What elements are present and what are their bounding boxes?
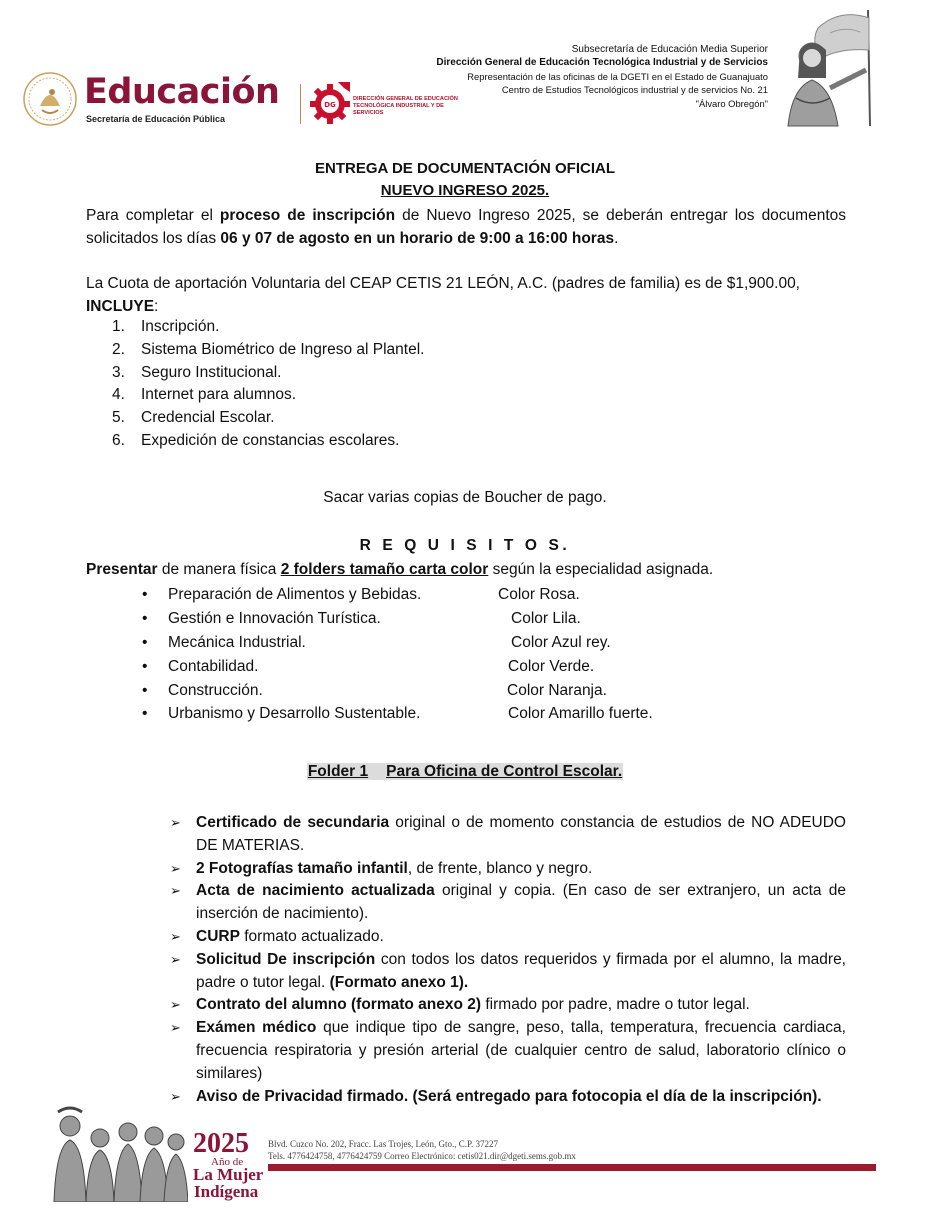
list-item: ➢ Exámen médico que indique tipo de sangre, peso, talla, temperatura, frecuencia cardiaca, frecuencia respiratoria y presión arterial (de cualquier centro de salud, laboratorio clínico o similares): [170, 1017, 846, 1085]
list-item: • Gestión e Innovación Turística. Color Lila.: [142, 609, 581, 627]
requisitos-heading: R E Q U I S I T O S.: [359, 537, 571, 554]
institution-header: [436, 43, 768, 110]
list-item: ➢ 2 Fotografías tamaño infantil, de frente, blanco y negro.: [170, 858, 846, 881]
dgeti-gear-logo: [310, 78, 354, 126]
dgeti-logo-text: DIRECCIÓN GENERAL DE EDUCACIÓN TECNOLÓGICA INDUSTRIAL Y DE SERVICIOS: [353, 96, 458, 116]
header-line-1: Subsecretaría de Educación Media Superior: [571, 44, 768, 55]
document-subtitle: NUEVO INGRESO 2025.: [380, 182, 550, 199]
presentar-line: Presentar de manera física 2 folders tamaño carta color según la especialidad asignada.: [86, 561, 714, 578]
footer-indigena: Indígena: [194, 1182, 259, 1201]
header-line-4: Centro de Estudios Tecnológicos industrial y de servicios No. 21: [501, 84, 768, 96]
list-item: • Urbanismo y Desarrollo Sustentable. Color Amarillo fuerte.: [142, 705, 653, 723]
arrow-bullet-icon: ➢: [170, 860, 181, 876]
footer-year: 2025: [193, 1128, 249, 1159]
header-divider: [300, 84, 301, 124]
list-item: 1. Inscripción.: [112, 318, 220, 335]
footer-bar: [268, 1164, 876, 1171]
brand-title: Educación: [84, 72, 280, 112]
list-item: • Construcción. Color Naranja.: [142, 681, 607, 699]
arrow-bullet-icon: ➢: [170, 928, 181, 944]
arrow-bullet-icon: ➢: [170, 951, 181, 967]
arrow-bullet-icon: ➢: [170, 1088, 181, 1104]
list-item: ➢ Acta de nacimiento actualizada original y copia. (En caso de ser extranjero, un acta de inserción de nacimiento).: [170, 880, 846, 926]
list-item: 3. Seguro Institucional.: [112, 363, 282, 381]
list-item: ➢ Contrato del alumno (formato anexo 2) firmado por padre, madre o tutor legal.: [170, 994, 846, 1017]
folder1-heading: Folder 1 Para Oficina de Control Escolar.: [307, 763, 623, 780]
header-line-2: Dirección General de Educación Tecnológica Industrial y de Servicios: [436, 57, 768, 69]
mexico-seal-logo: [22, 70, 78, 128]
intro-paragraph: Para completar el proceso de inscripción de Nuevo Ingreso 2025, se deberán entregar los documentos solicitados los días 06 y 07 de agosto en un horario de 9:00 a 16:00 horas.: [86, 207, 847, 247]
list-item: • Mecánica Industrial. Color Azul rey.: [142, 633, 611, 651]
header-line-3: Representación de las oficinas de la DGETI en el Estado de Guanajuato: [467, 70, 768, 82]
brand-subtitle: Secretaría de Educación Pública: [86, 114, 226, 124]
woman-flag-illustration: [770, 8, 876, 128]
specialty-list: [142, 583, 702, 726]
list-item: ➢ Aviso de Privacidad firmado. (Será entregado para fotocopia el día de la inscripción).: [170, 1086, 846, 1109]
list-item: ➢ Certificado de secundaria original o de momento constancia de estudios de NO ADEUDO DE MATERIAS.: [170, 812, 846, 858]
svg-text:DG: DG: [324, 101, 336, 109]
list-item: • Preparación de Alimentos y Bebidas. Color Rosa.: [142, 586, 580, 603]
document-title: ENTREGA DE DOCUMENTACIÓN OFICIAL: [315, 160, 615, 177]
folder1-requirements: [170, 812, 846, 1108]
arrow-bullet-icon: ➢: [170, 1020, 181, 1036]
arrow-bullet-icon: ➢: [170, 997, 181, 1013]
list-item: 5. Credencial Escolar.: [112, 409, 275, 427]
list-item: • Contabilidad. Color Verde.: [142, 657, 595, 675]
footer-address: Blvd. Cuzco No. 202, Fracc. Las Trojes, León, Gto., C.P. 37227 Tels. 4776424758, 4776424759 Correo Electrónico: cetis021.dir@dgeti.sems.gob.mx: [268, 1139, 576, 1161]
cuota-paragraph: La Cuota de aportación Voluntaria del CEAP CETIS 21 LEÓN, A.C. (padres de familia) es de $1,900.00, INCLUYE:: [86, 275, 800, 315]
list-item: 2. Sistema Biométrico de Ingreso al Plantel.: [112, 340, 425, 358]
header-line-5: "Álvaro Obregón": [695, 97, 768, 109]
arrow-bullet-icon: ➢: [170, 883, 181, 899]
indigenous-women-illustration: [48, 1106, 188, 1202]
footer-ano-de: Año de: [211, 1156, 244, 1168]
list-item: ➢ Solicitud De inscripción con todos los datos requeridos y firmada por el alumno, la madre, padre o tutor legal. (Formato anexo 1).: [170, 949, 846, 995]
footer-la-mujer: La Mujer: [193, 1165, 264, 1184]
copies-note: Sacar varias copias de Boucher de pago.: [323, 489, 607, 506]
list-item: 4. Internet para alumnos.: [112, 386, 297, 404]
arrow-bullet-icon: ➢: [170, 815, 181, 830]
incluye-list: [112, 316, 424, 453]
list-item: 6. Expedición de constancias escolares.: [112, 431, 400, 449]
list-item: ➢ CURP formato actualizado.: [170, 926, 846, 949]
